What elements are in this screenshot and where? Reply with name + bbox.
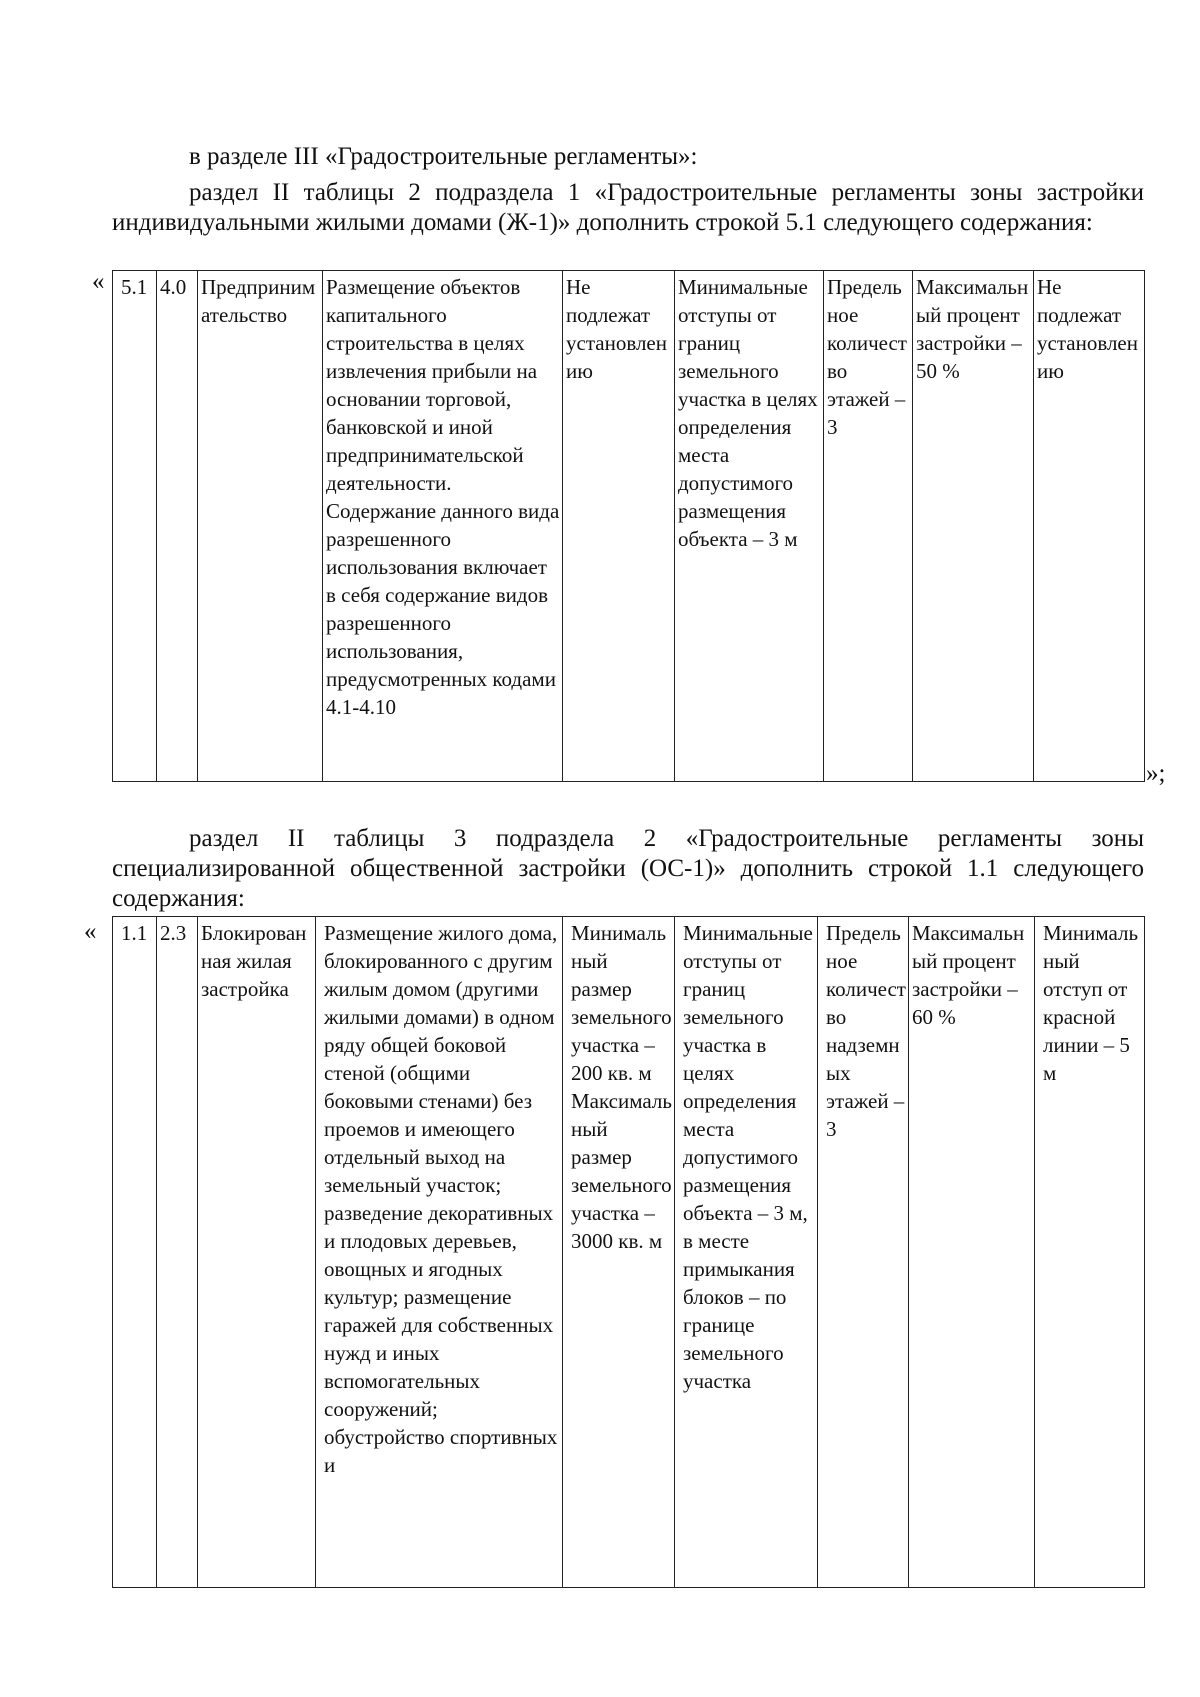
row-description: Размещение объектов капитального строительства в целях извлечения прибыли на основании торговой, банковской и иной предпринимательской деятельности. Содержание данного вида разрешенного использования включает в себя содержание видов разрешенного использования, предусмотренных кодами 4.1-4.10 [323, 271, 563, 782]
row-setbacks: Минимальные отступы от границ земельного участка в целях определения места допустимого размещения объекта – 3 м [675, 271, 824, 782]
row-other: Минимальный отступ от красной линии – 5 м [1035, 917, 1145, 1588]
section1-quote-open: « [92, 268, 105, 295]
intro-line: в разделе III «Градостроительные регламенты»: [189, 143, 698, 170]
row-plot-size: Минимальный размер земельного участка – 200 кв. м Максимальный размер земельного участка – 3000 кв. м [563, 917, 675, 1588]
section2-instruction: раздел II таблицы 3 подраздела 2 «Градостроительные регламенты зоны специализированной общественной застройки (ОС-1)» дополнить строкой 1.1 следующего содержания: [112, 825, 1144, 912]
table-row [113, 917, 1145, 1588]
row-other: Не подлежат установлению [1034, 271, 1145, 782]
section1-quote-close: »; [1146, 760, 1166, 787]
row-setbacks: Минимальные отступы от границ земельного участка в целях определения места допустимого размещения объекта – 3 м, в месте примыкания блоков – по границе земельного участка [675, 917, 818, 1588]
row-plot-size: Не подлежат установлению [563, 271, 675, 782]
row-coverage: Максимальный процент застройки – 50 % [913, 271, 1034, 782]
row-code: 4.0 [157, 271, 198, 782]
section2-quote-open: « [84, 918, 97, 945]
row-floors: Предельное количество этажей – 3 [824, 271, 913, 782]
row-number: 1.1 [113, 917, 157, 1588]
row-use-type: Блокированная жилая застройка [198, 917, 316, 1588]
row-description: Размещение жилого дома, блокированного с другим жилым домом (другими жилыми домами) в одном ряду общей боковой стеной (общими боковыми стенами) без проемов и имеющего отдельный выход на земельный участок; разведение декоративных и плодовых деревьев, овощных и ягодных культур; размещение гаражей для собственных нужд и иных вспомогательных сооружений; обустройство спортивных и [316, 917, 563, 1588]
row-use-type: Предпринимательство [198, 271, 323, 782]
row-floors: Предельное количество надземных этажей – 3 [818, 917, 909, 1588]
section1-table [112, 270, 1145, 782]
row-code: 2.3 [157, 917, 198, 1588]
row-number: 5.1 [113, 271, 157, 782]
section2-table [112, 916, 1145, 1588]
section1-instruction: раздел II таблицы 2 подраздела 1 «Градостроительные регламенты зоны застройки индивидуальными жилыми домами (Ж-1)» дополнить строкой 5.1 следующего содержания: [112, 179, 1144, 236]
row-coverage: Максимальный процент застройки – 60 % [909, 917, 1035, 1588]
table-row [113, 271, 1145, 782]
